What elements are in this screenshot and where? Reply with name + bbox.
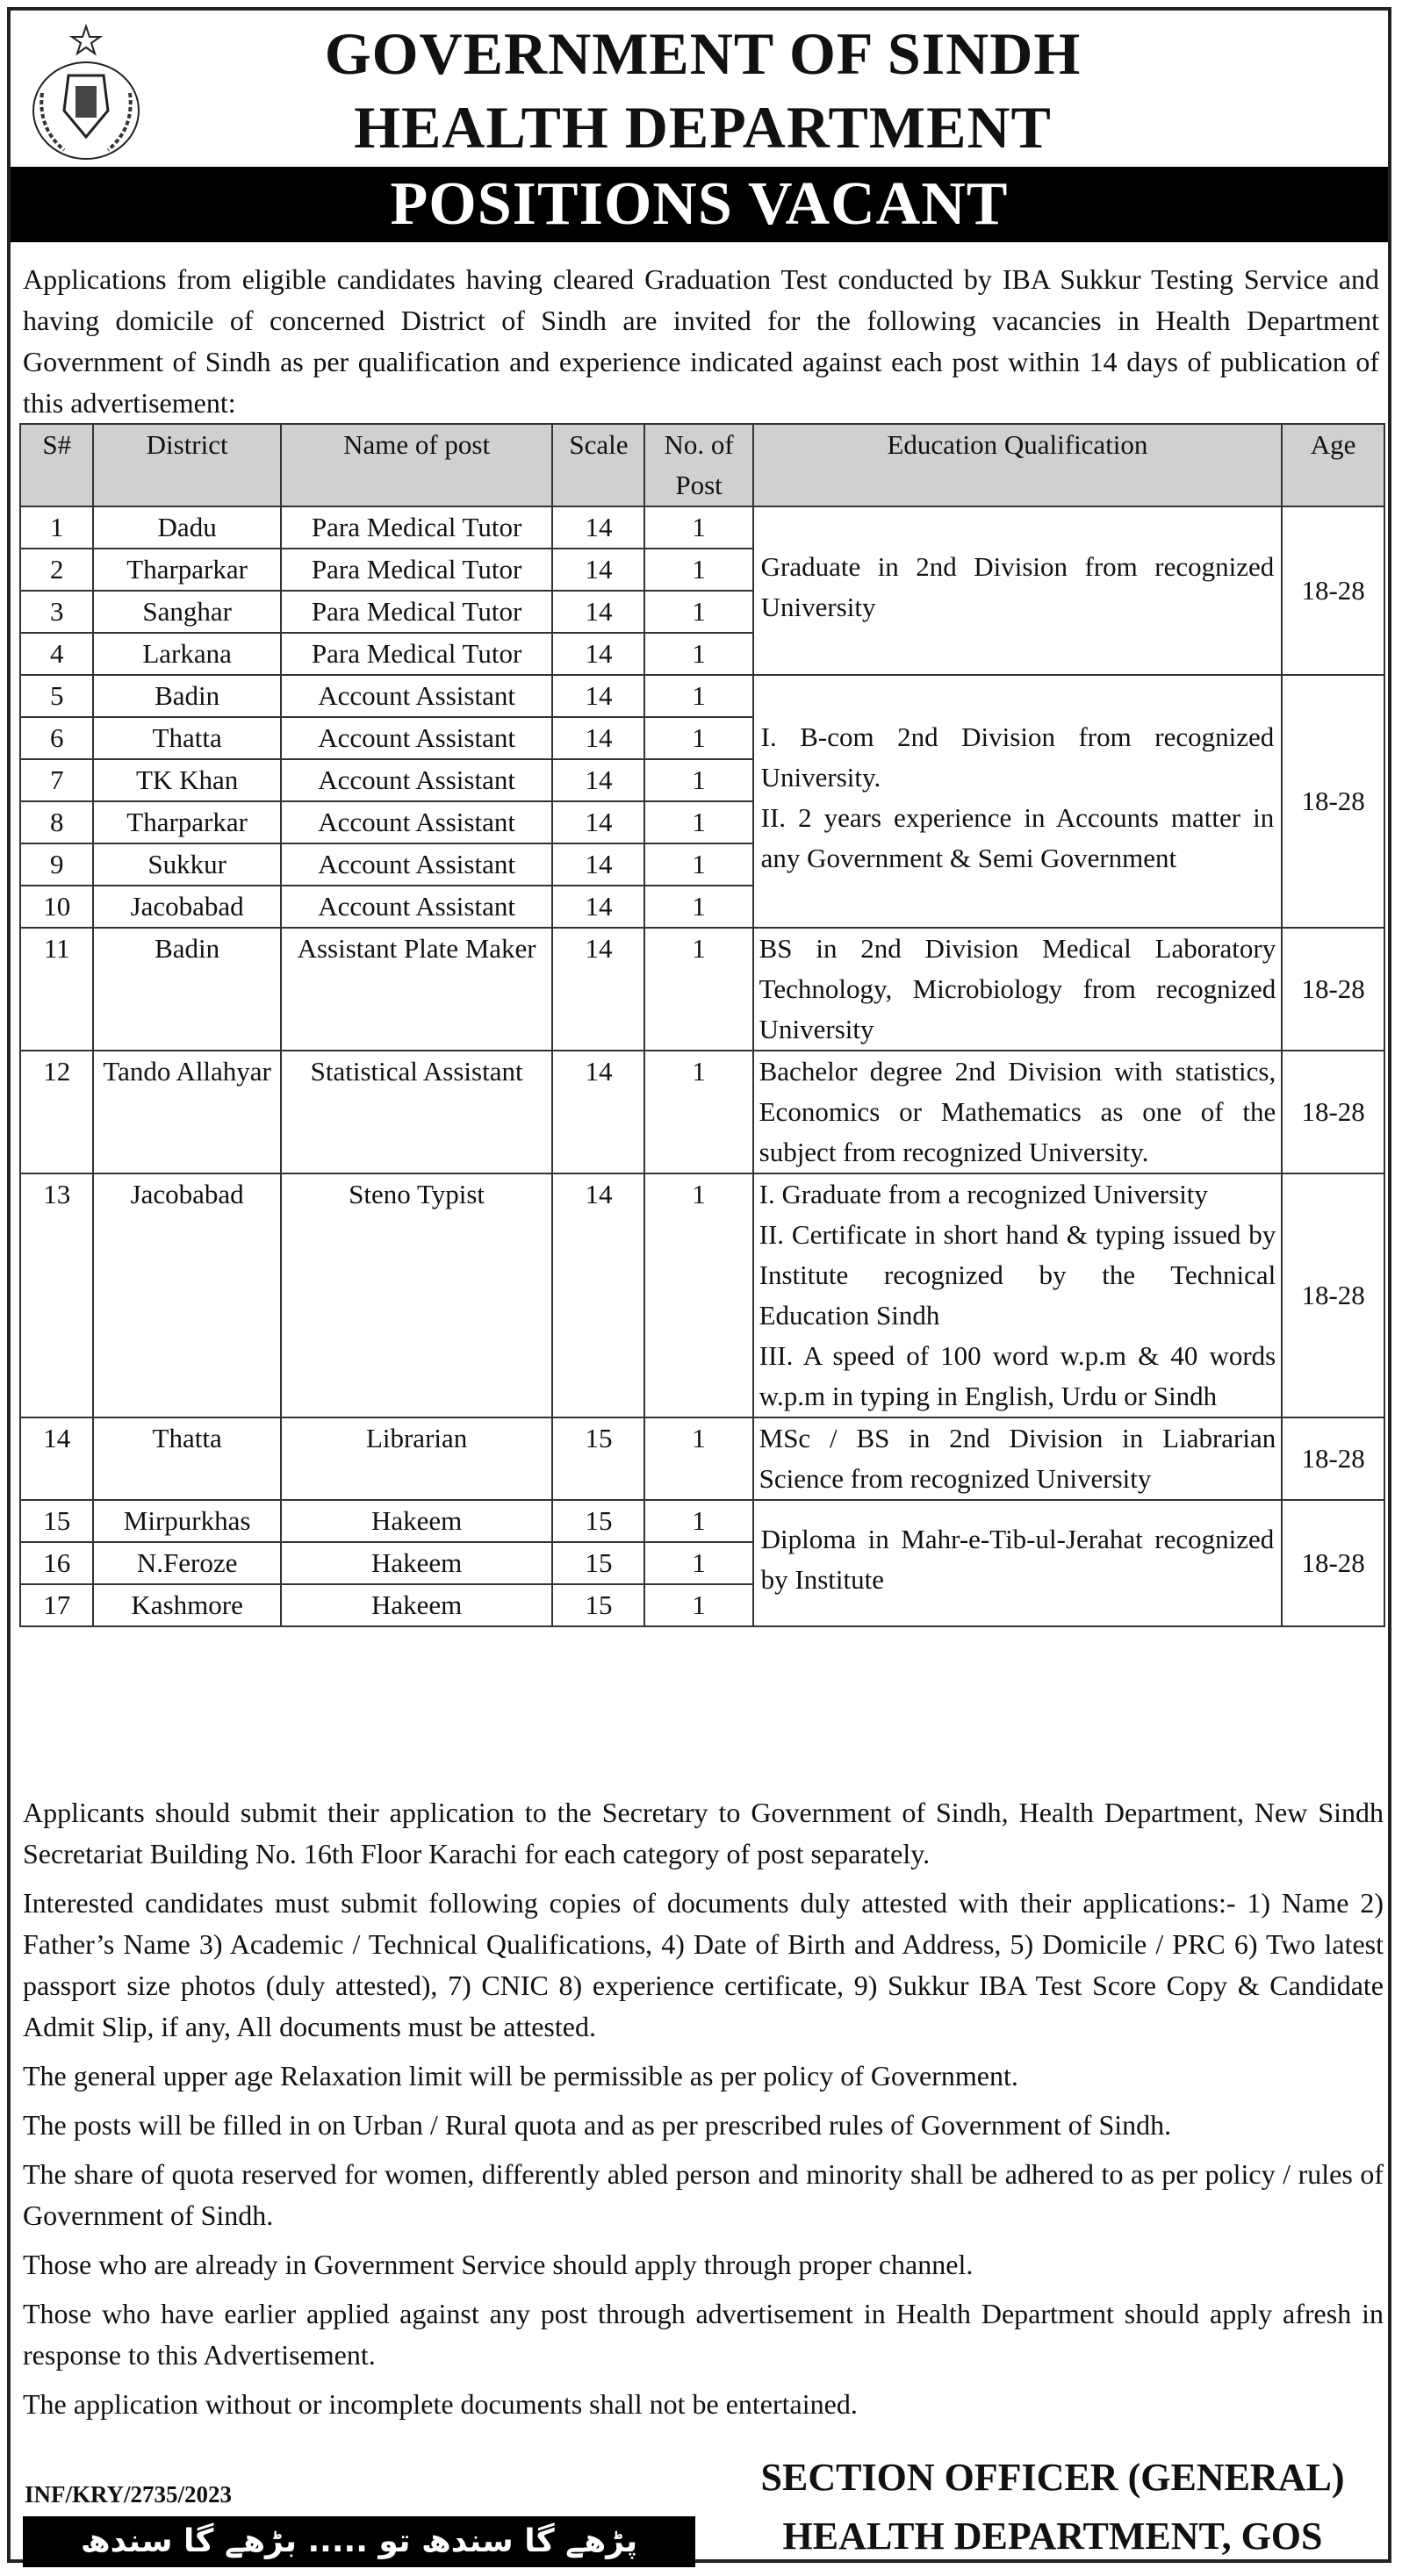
cell-sn: 12 [20, 1051, 93, 1173]
cell-education-qualification: Bachelor degree 2nd Division with statistics, Economics or Mathematics as one of the subject from recognized University. [753, 1051, 1283, 1173]
cell-post-count: 1 [644, 928, 752, 1051]
cell-scale: 14 [552, 506, 644, 549]
cell-post-name: Hakeem [281, 1584, 553, 1626]
cell-district: Sukkur [93, 843, 280, 886]
cell-post-name: Para Medical Tutor [281, 633, 553, 675]
advertisement-frame [7, 7, 1391, 2563]
vacancies-table [19, 423, 1385, 1627]
header-post-name: Name of post [281, 424, 553, 506]
cell-scale: 15 [552, 1500, 644, 1542]
cell-age: 18-28 [1282, 928, 1384, 1051]
cell-district: Sanghar [93, 591, 280, 633]
instruction-paragraph: Interested candidates must submit following copies of documents duly attested with their applications:- 1) Name 2) Father’s Name 3) Academic / Technical Qualifications, 4) Date of Birth and Address, 5) Domicile / PRC 6) Two latest passport size photos (duly attested), 7) CNIC 8) experience certificate, 9) Sukkur IBA Test Score Copy & Candidate Admit Slip, if any, All documents must be attested. [23, 1887, 1384, 2042]
cell-district: Kashmore [93, 1584, 280, 1626]
cell-district: Dadu [93, 506, 280, 549]
table-row [20, 1051, 1384, 1173]
table-row [20, 506, 1384, 549]
cell-post-count: 1 [644, 717, 752, 759]
cell-post-count: 1 [644, 1051, 752, 1173]
instruction-paragraph: The application without or incomplete documents shall not be entertained. [23, 2388, 858, 2420]
cell-education-qualification: MSc / BS in 2nd Division in Liabrarian Science from recognized University [753, 1417, 1283, 1500]
cell-sn: 7 [20, 759, 93, 801]
cell-scale: 14 [552, 591, 644, 633]
cell-post-name: Steno Typist [281, 1173, 553, 1417]
cell-age: 18-28 [1282, 506, 1384, 675]
cell-post-name: Account Assistant [281, 801, 553, 843]
cell-post-name: Para Medical Tutor [281, 591, 553, 633]
cell-post-count: 1 [644, 1500, 752, 1542]
cell-post-count: 1 [644, 843, 752, 886]
instruction-paragraph: The general upper age Relaxation limit will be permissible as per policy of Government. [23, 2060, 1018, 2092]
cell-sn: 14 [20, 1417, 93, 1500]
cell-scale: 14 [552, 1173, 644, 1417]
cell-sn: 17 [20, 1584, 93, 1626]
cell-post-name: Account Assistant [281, 886, 553, 928]
instruction-paragraph: Applicants should submit their application to the Secretary to Government of Sindh, Health Department, New Sindh Secretariat Building No. 16th Floor Karachi for each category of post separately. [23, 1797, 1384, 1869]
title-government: GOVERNMENT OF SINDH [324, 20, 1082, 87]
cell-post-name: Librarian [281, 1417, 553, 1500]
cell-scale: 14 [552, 549, 644, 591]
cell-sn: 13 [20, 1173, 93, 1417]
cell-post-count: 1 [644, 1584, 752, 1626]
intro-paragraph: Applications from eligible candidates having cleared Graduation Test conducted by IBA Sukkur Testing Service and having domicile of concerned District of Sindh are invited for the following vacancies in Health Department Government of Sindh as per qualification and experience indicated against each post within 14 days of publication of this advertisement: [23, 263, 1379, 419]
cell-post-count: 1 [644, 549, 752, 591]
table-row [20, 1173, 1384, 1417]
cell-sn: 1 [20, 506, 93, 549]
cell-post-name: Account Assistant [281, 675, 553, 717]
cell-post-count: 1 [644, 1542, 752, 1584]
cell-sn: 10 [20, 886, 93, 928]
cell-post-name: Para Medical Tutor [281, 549, 553, 591]
cell-sn: 5 [20, 675, 93, 717]
cell-district: Thatta [93, 1417, 280, 1500]
table-row [20, 675, 1384, 717]
cell-age: 18-28 [1282, 1173, 1384, 1417]
cell-scale: 14 [552, 717, 644, 759]
cell-district: Tando Allahyar [93, 1051, 280, 1173]
header-sn: S# [20, 424, 93, 506]
title-department: HEALTH DEPARTMENT [354, 94, 1052, 161]
header-education-qualification: Education Qualification [753, 424, 1283, 506]
cell-sn: 15 [20, 1500, 93, 1542]
cell-education-qualification: Diploma in Mahr-e-Tib-ul-Jerahat recognized by Institute [753, 1500, 1283, 1626]
cell-post-count: 1 [644, 1173, 752, 1417]
cell-sn: 3 [20, 591, 93, 633]
cell-sn: 2 [20, 549, 93, 591]
urdu-slogan-banner: پڑھے گا سندھ تو ..... بڑھے گا سندھ [23, 2516, 695, 2567]
cell-district: N.Feroze [93, 1542, 280, 1584]
instruction-paragraph: Those who have earlier applied against any post through advertisement in Health Department should apply afresh in response to this Advertisement. [23, 2298, 1384, 2371]
instructions [23, 1792, 1384, 2433]
header-post-count: No. of Post [644, 424, 752, 506]
cell-scale: 15 [552, 1584, 644, 1626]
cell-education-qualification: Graduate in 2nd Division from recognized University [753, 506, 1283, 675]
cell-sn: 9 [20, 843, 93, 886]
cell-sn: 11 [20, 928, 93, 1051]
cell-post-name: Account Assistant [281, 843, 553, 886]
cell-district: Larkana [93, 633, 280, 675]
table-row [20, 1500, 1384, 1542]
cell-post-name: Statistical Assistant [281, 1051, 553, 1173]
cell-scale: 14 [552, 759, 644, 801]
cell-scale: 14 [552, 633, 644, 675]
cell-sn: 4 [20, 633, 93, 675]
cell-post-count: 1 [644, 675, 752, 717]
cell-district: Tharparkar [93, 801, 280, 843]
cell-scale: 14 [552, 675, 644, 717]
cell-scale: 14 [552, 886, 644, 928]
cell-sn: 6 [20, 717, 93, 759]
cell-post-count: 1 [644, 886, 752, 928]
cell-district: Thatta [93, 717, 280, 759]
reference-number: INF/KRY/2735/2023 [25, 2481, 233, 2508]
cell-district: Badin [93, 928, 280, 1051]
cell-education-qualification: BS in 2nd Division Medical Laboratory Technology, Microbiology from recognized University [753, 928, 1283, 1051]
cell-post-count: 1 [644, 506, 752, 549]
cell-education-qualification: I. B-com 2nd Division from recognized University. II. 2 years experience in Accounts matter in any Government & Semi Government [753, 675, 1283, 928]
cell-scale: 14 [552, 843, 644, 886]
header-scale: Scale [552, 424, 644, 506]
header-age: Age [1282, 424, 1384, 506]
instruction-paragraph: The share of quota reserved for women, differently abled person and minority shall be adhered to as per policy / rules of Government of Sindh. [23, 2158, 1384, 2231]
table-row [20, 1417, 1384, 1500]
signatory-department: HEALTH DEPARTMENT, GOS [782, 2515, 1323, 2558]
cell-age: 18-28 [1282, 1500, 1384, 1626]
cell-post-name: Hakeem [281, 1500, 553, 1542]
cell-scale: 14 [552, 928, 644, 1051]
instruction-paragraph: The posts will be filled in on Urban / Rural quota and as per prescribed rules of Government of Sindh. [23, 2109, 1172, 2141]
cell-sn: 8 [20, 801, 93, 843]
cell-district: TK Khan [93, 759, 280, 801]
positions-vacant-banner: POSITIONS VACANT [11, 167, 1388, 242]
cell-scale: 15 [552, 1542, 644, 1584]
cell-post-count: 1 [644, 801, 752, 843]
cell-scale: 14 [552, 1051, 644, 1173]
cell-age: 18-28 [1282, 1417, 1384, 1500]
cell-post-name: Account Assistant [281, 717, 553, 759]
cell-scale: 14 [552, 801, 644, 843]
instruction-paragraph: Those who are already in Government Service should apply through proper channel. [23, 2249, 974, 2280]
cell-post-name: Para Medical Tutor [281, 506, 553, 549]
cell-post-name: Account Assistant [281, 759, 553, 801]
cell-education-qualification: I. Graduate from a recognized University II. Certificate in short hand & typing issued by Institute recognized by the Technical Education Sindh III. A speed of 100 word w.p.m & 40 words w.p.m in typing in English, Urdu or Sindh [753, 1173, 1283, 1417]
cell-post-count: 1 [644, 1417, 752, 1500]
signatory-title: SECTION OFFICER (GENERAL) [760, 2456, 1345, 2499]
header-district: District [93, 424, 280, 506]
cell-district: Badin [93, 675, 280, 717]
cell-post-name: Assistant Plate Maker [281, 928, 553, 1051]
cell-scale: 15 [552, 1417, 644, 1500]
cell-sn: 16 [20, 1542, 93, 1584]
cell-age: 18-28 [1282, 1051, 1384, 1173]
cell-age: 18-28 [1282, 675, 1384, 928]
table-row [20, 928, 1384, 1051]
cell-post-name: Hakeem [281, 1542, 553, 1584]
cell-district: Tharparkar [93, 549, 280, 591]
cell-district: Mirpurkhas [93, 1500, 280, 1542]
cell-post-count: 1 [644, 591, 752, 633]
table-header-row [20, 424, 1384, 506]
cell-post-count: 1 [644, 633, 752, 675]
cell-post-count: 1 [644, 759, 752, 801]
cell-district: Jacobabad [93, 1173, 280, 1417]
cell-district: Jacobabad [93, 886, 280, 928]
